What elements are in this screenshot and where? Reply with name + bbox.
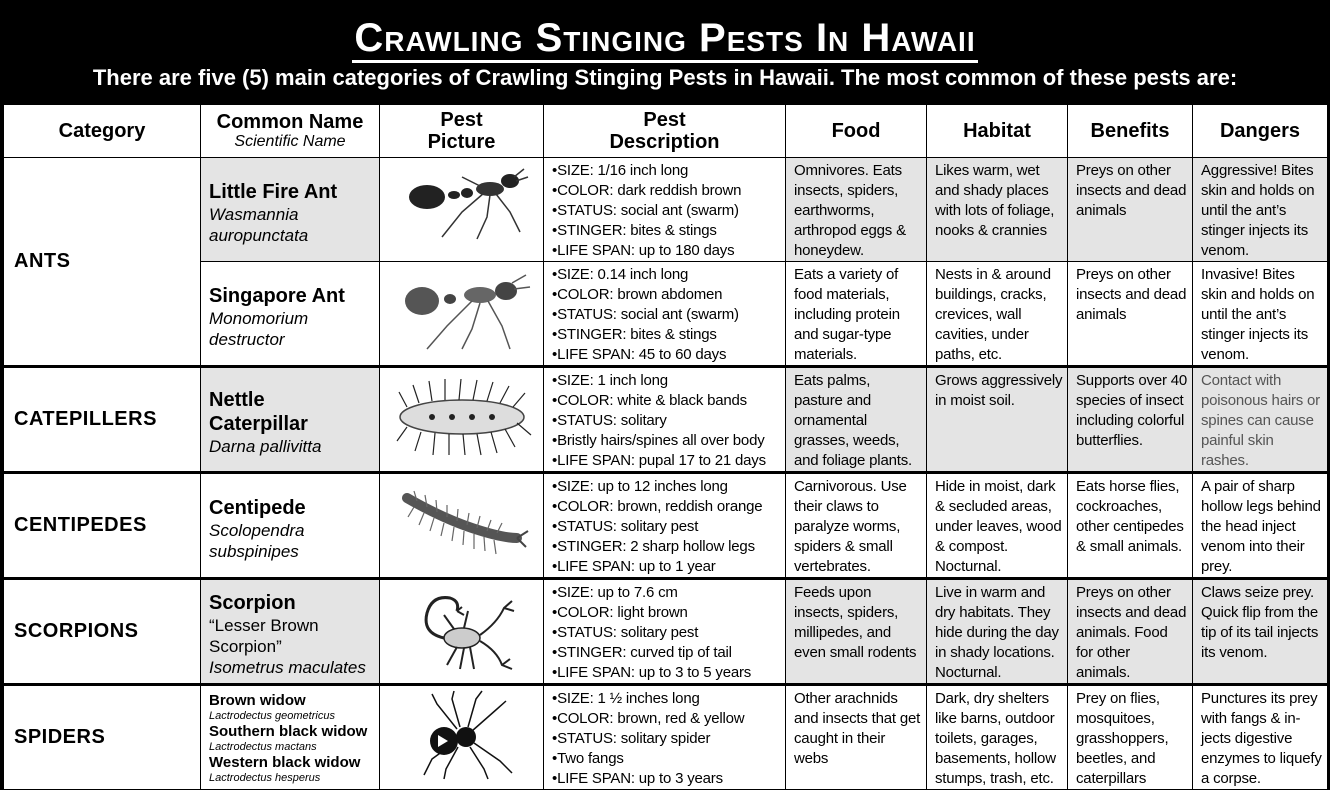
pest-name-cell bbox=[201, 262, 380, 367]
ant-icon bbox=[392, 167, 532, 247]
pest-food: Eats palms, pasture and ornamental grasses, weeds, and foliage plants. bbox=[786, 367, 927, 473]
pest-table bbox=[3, 104, 1328, 790]
pest-benefits: Preys on other insects and dead animals. Food for other animals. bbox=[1068, 579, 1193, 685]
pest-habitat: Nests in & around buildings, cracks, crevices, wall cavities, under paths, etc. bbox=[927, 262, 1068, 367]
table-row bbox=[4, 685, 1328, 790]
pest-benefits: Preys on other insects and dead animals bbox=[1068, 262, 1193, 367]
pest-habitat: Hide in moist, dark & secluded areas, under leaves, wood & compost. Nocturnal. bbox=[927, 473, 1068, 579]
scientific-name: auropunctata bbox=[209, 225, 309, 245]
pest-description: • SIZE: 1/16 inch long • COLOR: dark reddish brown • STATUS: social ant (swarm) • STINGER: bites & stings • LIFE SPAN: up to 180 days bbox=[544, 158, 786, 262]
spider-icon bbox=[402, 689, 522, 781]
pest-name-cell bbox=[201, 158, 380, 262]
pest-benefits: Preys on other insects and dead animals bbox=[1068, 158, 1193, 262]
pest-picture bbox=[380, 685, 544, 790]
header-habitat: Habitat bbox=[927, 105, 1068, 158]
scientific-name: destructor bbox=[209, 329, 285, 349]
pest-picture bbox=[380, 262, 544, 367]
pest-description: • SIZE: up to 7.6 cm • COLOR: light brown • STATUS: solitary pest • STINGER: curved tip of tail • LIFE SPAN: up to 3 to 5 years bbox=[544, 579, 786, 685]
table-row bbox=[4, 262, 1328, 367]
scorpion-icon bbox=[402, 583, 522, 675]
pest-name-cell bbox=[201, 473, 380, 579]
pest-name: Southern black widow bbox=[209, 723, 368, 740]
pest-picture bbox=[380, 158, 544, 262]
table-row bbox=[4, 367, 1328, 473]
pest-picture bbox=[380, 579, 544, 685]
pest-name: Brown widow bbox=[209, 692, 306, 709]
pest-food: Eats a variety of food materials, including protein and sugar-type materials. bbox=[786, 262, 927, 367]
pest-dangers: Punctures its prey with fangs & in-jects digestive enzymes to liquefy a corpse. bbox=[1193, 685, 1328, 790]
category-ants: ANTS bbox=[4, 158, 201, 367]
header-dangers: Dangers bbox=[1193, 105, 1328, 158]
scientific-name: Lactrodectus mactans bbox=[209, 741, 317, 753]
pest-name-cell bbox=[201, 367, 380, 473]
category-spiders: SPIDERS bbox=[4, 685, 201, 790]
page-subtitle: There are five (5) main categories of Crawling Stinging Pests in Hawaii. The most common of these pests are: bbox=[92, 65, 1238, 90]
scientific-name: Lactrodectus geometricus bbox=[209, 710, 335, 722]
pest-name-cell bbox=[201, 579, 380, 685]
pest-picture bbox=[380, 473, 544, 579]
pest-name-cell bbox=[201, 685, 380, 790]
header-common-name: Common Name Scientific Name bbox=[201, 105, 380, 158]
pest-description: • SIZE: 0.14 inch long • COLOR: brown abdomen • STATUS: social ant (swarm) • STINGER: bites & stings • LIFE SPAN: 45 to 60 days bbox=[544, 262, 786, 367]
header-food: Food bbox=[786, 105, 927, 158]
pest-benefits: Supports over 40 species of insect including colorful butterflies. bbox=[1068, 367, 1193, 473]
pest-food: Feeds upon insects, spiders, millipedes, and even small rodents bbox=[786, 579, 927, 685]
pest-habitat: Dark, dry shelters like barns, outdoor toilets, garages, basements, hollow stumps, trash, etc. bbox=[927, 685, 1068, 790]
pest-name: Centipede bbox=[209, 496, 306, 519]
pest-dangers: Aggressive! Bites skin and holds on until the ant’s stinger injects its venom. bbox=[1193, 158, 1328, 262]
pest-dangers: Claws seize prey. Quick flip from the tip of its tail injects its venom. bbox=[1193, 579, 1328, 685]
centipede-icon bbox=[392, 483, 532, 563]
page-title: Crawling Stinging Pests In Hawaii bbox=[0, 16, 1330, 61]
pest-name: Western black widow bbox=[209, 754, 361, 771]
category-catepillers: CATEPILLERS bbox=[4, 367, 201, 473]
table-row bbox=[4, 579, 1328, 685]
scientific-name: Lactrodectus hesperus bbox=[209, 772, 321, 784]
caterpillar-icon bbox=[387, 377, 537, 457]
scientific-name: Wasmannia bbox=[209, 204, 299, 224]
category-scorpions: SCORPIONS bbox=[4, 579, 201, 685]
pest-description: • SIZE: up to 12 inches long • COLOR: brown, reddish orange • STATUS: solitary pest • STINGER: 2 sharp hollow legs • LIFE SPAN: up to 1 year bbox=[544, 473, 786, 579]
pest-habitat: Grows aggressively in moist soil. bbox=[927, 367, 1068, 473]
pest-habitat: Likes warm, wet and shady places with lots of foliage, nooks & crannies bbox=[927, 158, 1068, 262]
pest-benefits: Eats horse flies, cockroaches, other centipedes & small animals. bbox=[1068, 473, 1193, 579]
pest-name: Little Fire Ant bbox=[209, 180, 338, 203]
scientific-name: Isometrus maculates bbox=[209, 658, 366, 677]
pest-picture bbox=[380, 367, 544, 473]
pest-habitat: Live in warm and dry habitats. They hide during the day in shady locations. Nocturnal. bbox=[927, 579, 1068, 685]
alternate-name: Scorpion” bbox=[209, 637, 282, 656]
scientific-name: Monomorium bbox=[209, 308, 309, 328]
category-centipedes: CENTIPEDES bbox=[4, 473, 201, 579]
pest-description: • SIZE: 1 inch long • COLOR: white & black bands • STATUS: solitary • Bristly hairs/spines all over body • LIFE SPAN: pupal 17 to 21 days bbox=[544, 367, 786, 473]
pest-benefits: Prey on flies, mosquitoes, grasshoppers, beetles, and caterpillars bbox=[1068, 685, 1193, 790]
header-pest-description: Pest Description bbox=[544, 105, 786, 158]
ant-icon bbox=[392, 271, 532, 351]
pest-name: Caterpillar bbox=[209, 413, 308, 435]
pest-food: Omnivores. Eats insects, spiders, earthworms, arthropod eggs & honeydew. bbox=[786, 158, 927, 262]
scientific-name: subspinipes bbox=[209, 541, 299, 561]
pest-food: Other arachnids and insects that get caught in their webs bbox=[786, 685, 927, 790]
pest-dangers: Contact with poisonous hairs or spines can cause painful skin rashes. bbox=[1193, 367, 1328, 473]
table-row bbox=[4, 158, 1328, 262]
pest-name: Nettle bbox=[209, 389, 265, 411]
scientific-name: Scolopendra bbox=[209, 520, 305, 540]
pest-name: Scorpion bbox=[209, 592, 296, 614]
pest-name: Singapore Ant bbox=[209, 284, 345, 307]
pest-description: • SIZE: 1 ½ inches long • COLOR: brown, red & yellow • STATUS: solitary spider • Two fangs • LIFE SPAN: up to 3 years bbox=[544, 685, 786, 790]
alternate-name: “Lesser Brown bbox=[209, 616, 319, 635]
header-row bbox=[4, 105, 1328, 158]
header-pest-picture: Pest Picture bbox=[380, 105, 544, 158]
pest-dangers: A pair of sharp hollow legs behind the head inject venom into their prey. bbox=[1193, 473, 1328, 579]
header-category: Category bbox=[4, 105, 201, 158]
pest-food: Carnivorous. Use their claws to paralyze worms, spiders & small vertebrates. bbox=[786, 473, 927, 579]
pest-dangers: Invasive! Bites skin and holds on until the ant’s stinger injects its venom. bbox=[1193, 262, 1328, 367]
scientific-name: Darna pallivitta bbox=[209, 437, 322, 456]
table-row bbox=[4, 473, 1328, 579]
header-benefits: Benefits bbox=[1068, 105, 1193, 158]
